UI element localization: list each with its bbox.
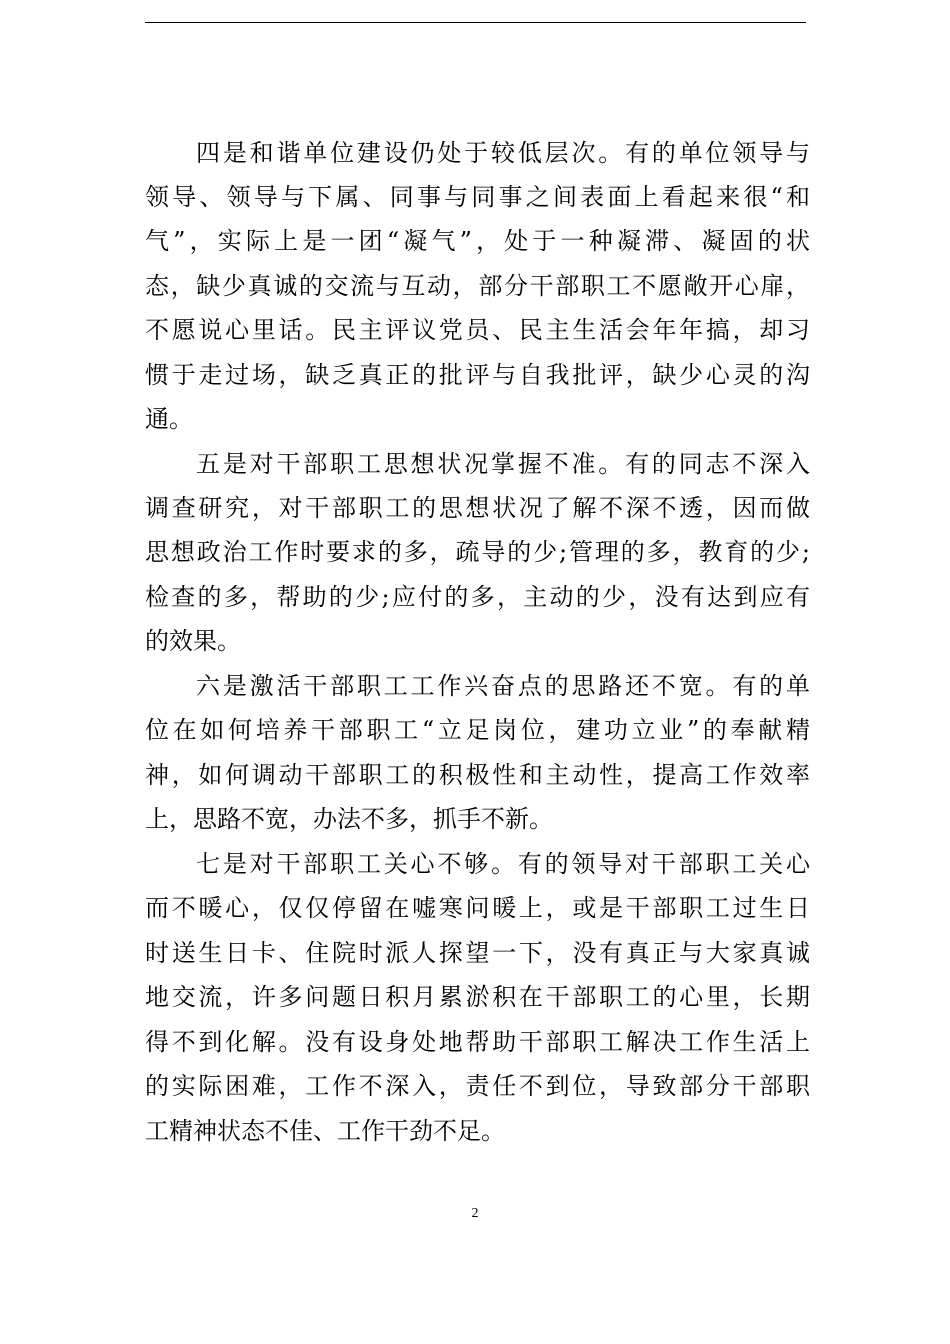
paragraph-1-line-2: 领导、领导与下属、同事与同事之间表面上看起来很“和: [145, 183, 810, 211]
paragraph-1-line-5: 不愿说心里话。民主评议党员、民主生活会年年搞，却习: [145, 316, 810, 344]
paragraph-1-line-4: 态，缺少真诚的交流与互动，部分干部职工不愿敞开心扉，: [145, 272, 810, 300]
paragraph-4-line-1: 七是对干部职工关心不够。有的领导对干部职工关心: [196, 850, 810, 878]
paragraph-4-line-7: 工精神状态不佳、工作干劲不足。: [145, 1117, 505, 1145]
paragraph-4-line-2: 而不暖心，仅仅停留在嘘寒问暖上，或是干部职工过生日: [145, 894, 810, 922]
paragraph-1-line-7: 通。: [145, 405, 193, 433]
paragraph-2-line-1: 五是对干部职工思想状况掌握不准。有的同志不深入: [196, 450, 810, 478]
paragraph-2-line-2: 调查研究，对干部职工的思想状况了解不深不透，因而做: [145, 494, 810, 522]
paragraph-3-line-3: 神，如何调动干部职工的积极性和主动性，提高工作效率: [145, 761, 810, 789]
paragraph-4-line-5: 得不到化解。没有设身处地帮助干部职工解决工作生活上: [145, 1028, 810, 1056]
paragraph-1-line-1: 四是和谐单位建设仍处于较低层次。有的单位领导与: [196, 139, 810, 167]
paragraph-2-line-3: 思想政治工作时要求的多，疏导的少;管理的多，教育的少;: [145, 538, 810, 566]
header-rule: [145, 22, 806, 23]
paragraph-3-line-1: 六是激活干部职工工作兴奋点的思路还不宽。有的单: [196, 672, 810, 700]
paragraph-3-line-2: 位在如何培养干部职工“立足岗位，建功立业”的奉献精: [145, 716, 810, 744]
paragraph-2-line-5: 的效果。: [145, 627, 241, 655]
paragraph-1-line-6: 惯于走过场，缺乏真正的批评与自我批评，缺少心灵的沟: [145, 361, 810, 389]
paragraph-4-line-3: 时送生日卡、住院时派人探望一下，没有真正与大家真诚: [145, 939, 810, 967]
paragraph-2-line-4: 检查的多，帮助的少;应付的多，主动的少，没有达到应有: [145, 583, 810, 611]
page-number: 2: [471, 1206, 479, 1221]
paragraph-4-line-6: 的实际困难，工作不深入，责任不到位，导致部分干部职: [145, 1072, 810, 1100]
paragraph-4-line-4: 地交流，许多问题日积月累淤积在干部职工的心里，长期: [145, 983, 810, 1011]
paragraph-1-line-3: 气”，实际上是一团“凝气”，处于一种凝滞、凝固的状: [145, 227, 810, 255]
paragraph-3-line-4: 上，思路不宽，办法不多，抓手不新。: [145, 805, 553, 833]
